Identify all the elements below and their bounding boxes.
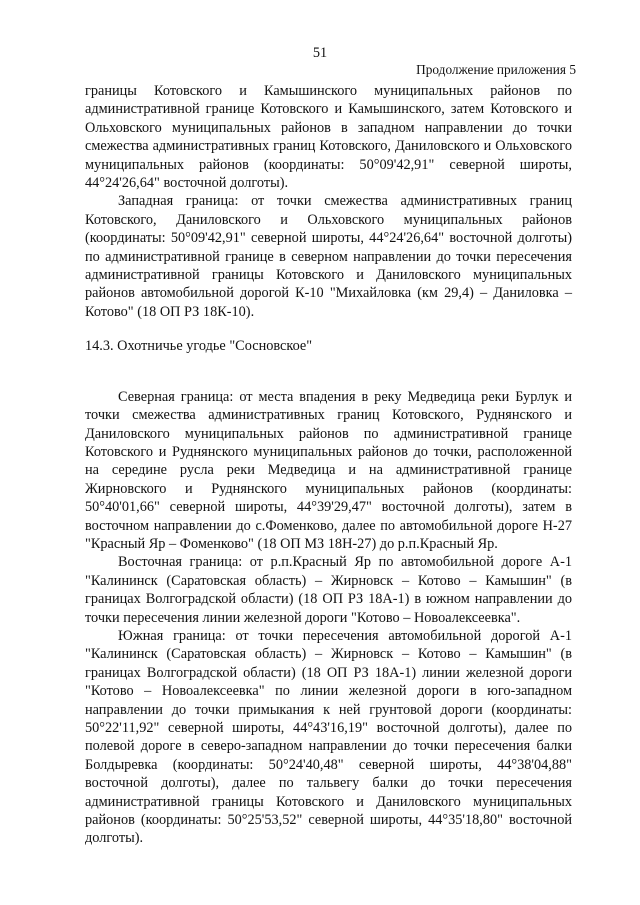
paragraph-northern-boundary: Северная граница: от места впадения в реку Медведица реки Бурлук и точки смежества административных границ Котовского, Руднянского и Даниловского муниципальных районов по административной границе Котовского и Руднянского муниципальных районов до точки, расположенной на середине русла реки Медведица и на административной границе Жирновского и Руднянского муниципальных районов (координаты: 50°40'01,66" северной широты, 44°39'29,47" восточной долготы), затем в восточном направлении до с.Фоменково, далее по автомобильной дороге Н-27 "Красный Яр – Фоменково" (18 ОП МЗ 18Н-27) до р.п.Красный Яр. [85, 388, 572, 552]
appendix-continuation-note: Продолжение приложения 5 [416, 62, 576, 77]
paragraph-eastern-boundary: Восточная граница: от р.п.Красный Яр по автомобильной дороге А-1 "Калининск (Саратовская область) – Жирновск – Котово – Камышин" (в границах Волгоградской области) (18 ОП РЗ 18А-1) в южном направлении до точки пересечения линии железной дороги "Котово – Новоалексеевка". [85, 554, 572, 626]
section-heading: 14.3. Охотничье угодье "Сосновское" [85, 338, 313, 355]
paragraph-southern-boundary: Южная граница: от точки пересечения автомобильной дорогой А-1 "Калининск (Саратовская область) – Жирновск – Котово – Камышин" (в границах Волгоградской области) (18 ОП РЗ 18А-1) линии железной дороги "Котово – Новоалексеевка" по линии железной дороги в юго-западном направлении до точки примыкания к ней грунтовой дороги (координаты: 50°22'11,92" северной широты, 44°43'16,19" восточной долготы), далее по полевой дороге в северо-западном направлении до точки пересечения балки Болдыревка (координаты: 50°24'40,48" северной широты, 44°38'04,88" восточной долготы), далее по тальвегу балки до точки пересечения административной границы Котовского и Даниловского муниципальных районов (координаты: 50°25'53,52" северной широты, 44°35'18,80" восточной долготы). [85, 627, 572, 847]
paragraph-western-boundary: Западная граница: от точки смежества административных границ Котовского, Даниловского и Ольховского муниципальных районов (координаты: 50°09'42,91" северной широты, 44°24'26,64" восточной долготы) по административной границе в северном направлении до точки пересечения административной границы Котовского и Даниловского муниципальных районов автомобильной дорогой К-10 "Михайловка (км 29,4) – Даниловка – Котово" (18 ОП РЗ 18К-10). [85, 193, 572, 320]
document-body [85, 82, 572, 848]
paragraph-continued-boundary: границы Котовского и Камышинского муниципальных районов по административной границе Котовского и Камышинского, затем Котовского и Ольховского муниципальных районов в западном направлении до точки смежества административных границ Котовского, Даниловского и Ольховского муниципальных районов (координаты: 50°09'42,91" северной широты, 44°24'26,64" восточной долготы). [85, 83, 572, 192]
page-number: 51 [312, 45, 328, 61]
